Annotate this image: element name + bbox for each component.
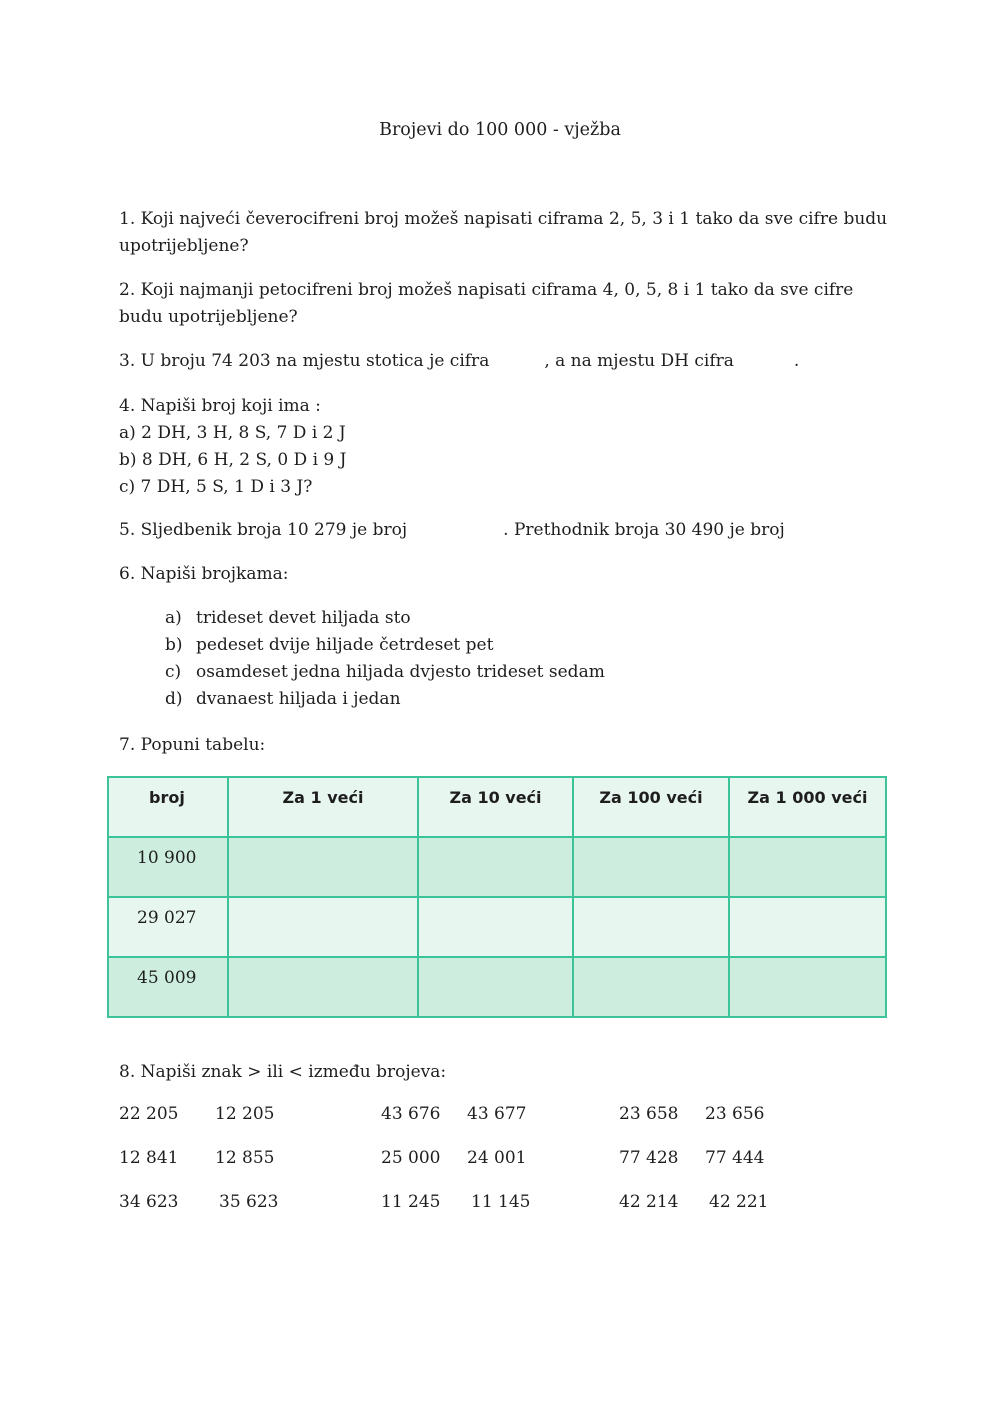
compare-number: 12 855 [215,1148,275,1168]
compare-number: 23 658 [619,1104,679,1124]
table-cell-answer[interactable] [573,837,729,897]
compare-number: 42 221 [709,1192,769,1212]
list-item-label: c) [165,662,182,682]
list-item-text: dvanaest hiljada i jedan [196,689,401,709]
table-header: Za 1 veći [228,777,418,837]
table-cell-answer[interactable] [228,837,418,897]
compare-number: 43 676 [381,1104,441,1124]
table-row [108,837,886,897]
list-item [165,659,605,686]
question-8-intro: 8. Napiši znak > ili < između brojeva: [119,1062,447,1082]
list-item [165,605,605,632]
compare-number: 22 205 [119,1104,179,1124]
table-cell-answer[interactable] [228,897,418,957]
table-cell-answer[interactable] [729,957,886,1017]
question-4-intro: 4. Napiši broj koji ima : [119,396,321,416]
table-cell-answer[interactable] [418,957,573,1017]
question-3 [119,348,889,375]
compare-number: 34 623 [119,1192,179,1212]
question-3-part2: , a na mjestu DH cifra [544,351,734,371]
comparison-row [119,1192,879,1216]
table-cell-answer[interactable] [228,957,418,1017]
table-cell-answer[interactable] [573,957,729,1017]
question-2: 2. Koji najmanji petocifreni broj možeš napisati ciframa 4, 0, 5, 8 i 1 tako da sve cifre budu upotrijebljene? [119,280,854,327]
table-row [108,957,886,1017]
compare-number: 25 000 [381,1148,441,1168]
compare-number: 24 001 [467,1148,527,1168]
list-item-label: b) [165,635,183,655]
question-5-part1: 5. Sljedbenik broja 10 279 je broj [119,520,408,540]
compare-number: 77 428 [619,1148,679,1168]
table-cell-number: 10 900 [108,837,228,897]
table-cell-number: 29 027 [108,897,228,957]
compare-number: 23 656 [705,1104,765,1124]
table-cell-answer[interactable] [418,837,573,897]
table-header: Za 10 veći [418,777,573,837]
page-title: Brojevi do 100 000 - vježba [379,120,621,140]
list-item-label: a) [165,608,182,628]
table-header-row [108,777,886,837]
table-cell-answer[interactable] [418,897,573,957]
table-header: broj [108,777,228,837]
table-header: Za 1 000 veći [729,777,886,837]
compare-number: 42 214 [619,1192,679,1212]
compare-number: 12 841 [119,1148,179,1168]
question-4-item: a) 2 DH, 3 H, 8 S, 7 D i 2 J [119,423,346,443]
question-6-list [165,605,605,713]
compare-number: 12 205 [215,1104,275,1124]
table-row [108,897,886,957]
list-item-text: osamdeset jedna hiljada dvjesto trideset sedam [196,662,605,682]
question-1: 1. Koji najveći čeverocifreni broj možeš napisati ciframa 2, 5, 3 i 1 tako da sve cifre budu upotrijebljene? [119,209,888,256]
comparison-row [119,1104,879,1128]
question-6-intro: 6. Napiši brojkama: [119,564,289,584]
question-4-item: c) 7 DH, 5 S, 1 D i 3 J? [119,477,313,497]
list-item-label: d) [165,689,183,709]
question-4 [119,393,889,501]
question-3-part3: . [793,351,800,371]
compare-number: 11 245 [381,1192,441,1212]
table-cell-number: 45 009 [108,957,228,1017]
fill-table [107,776,887,1018]
comparison-row [119,1148,879,1172]
list-item-text: pedeset dvije hiljade četrdeset pet [196,635,494,655]
table-header: Za 100 veći [573,777,729,837]
compare-number: 11 145 [471,1192,531,1212]
question-5 [119,517,889,544]
question-7-intro: 7. Popuni tabelu: [119,735,266,755]
compare-number: 35 623 [219,1192,279,1212]
list-item [165,632,605,659]
compare-number: 43 677 [467,1104,527,1124]
table-cell-answer[interactable] [573,897,729,957]
question-4-item: b) 8 DH, 6 H, 2 S, 0 D i 9 J [119,450,347,470]
list-item-text: trideset devet hiljada sto [196,608,411,628]
question-5-part2: . Prethodnik broja 30 490 je broj [503,520,785,540]
question-3-part1: 3. U broju 74 203 na mjestu stotica je cifra [119,351,490,371]
table-cell-answer[interactable] [729,897,886,957]
compare-number: 77 444 [705,1148,765,1168]
table-cell-answer[interactable] [729,837,886,897]
list-item [165,686,605,713]
